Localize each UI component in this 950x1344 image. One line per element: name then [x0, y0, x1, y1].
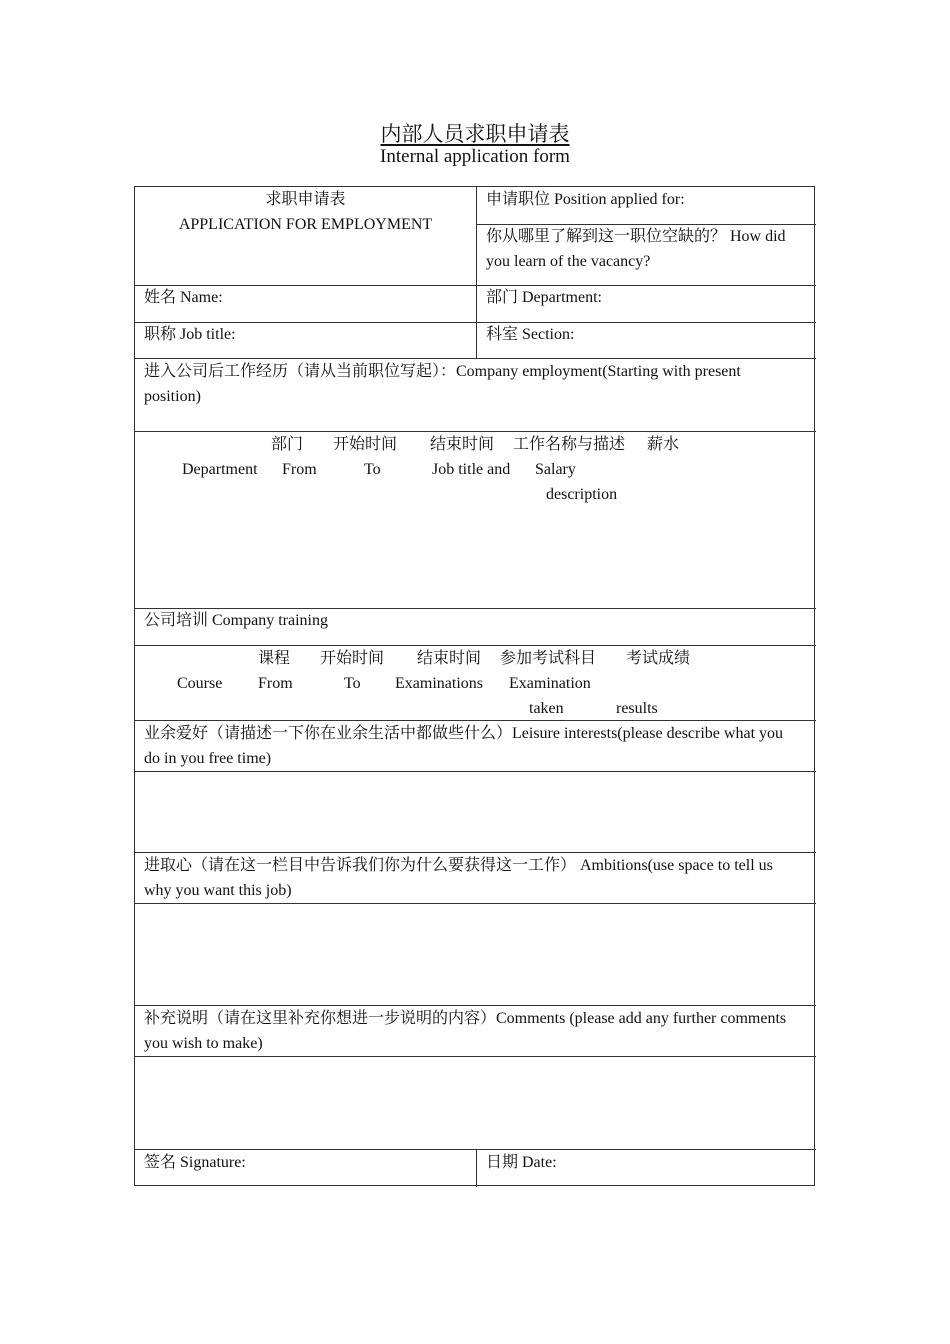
application-form [134, 186, 815, 1186]
form-header-cn: 求职申请表 [265, 191, 346, 208]
leisure-heading: 业余爱好（请描述一下你在业余生活中都做些什么）Leisure interests(please describe what you [144, 725, 784, 742]
col-course-en: Course [177, 675, 223, 692]
col-job-cn: 工作名称与描述 [513, 436, 626, 453]
col-result-en: Examination [509, 675, 591, 692]
department-field[interactable]: 部门 Department: [486, 289, 602, 306]
employment-heading-cont: position) [144, 388, 201, 405]
ambitions-answer-area[interactable] [135, 904, 816, 1005]
col-to-en: To [364, 461, 381, 478]
col-desc-en: description [546, 486, 618, 503]
divider [476, 187, 477, 358]
vacancy-source-field[interactable]: 你从哪里了解到这一职位空缺的？ How did [486, 228, 786, 245]
name-field[interactable]: 姓名 Name: [144, 289, 223, 306]
col-salary-en: Salary [535, 461, 576, 478]
divider [476, 1149, 477, 1187]
comments-heading: 补充说明（请在这里补充你想进一步说明的内容）Comments (please add any further comments [144, 1010, 787, 1027]
form-header-en: APPLICATION FOR EMPLOYMENT [178, 216, 433, 233]
ambitions-heading: 进取心（请在这一栏目中告诉我们你为什么要获得这一工作） Ambitions(use space to tell us [144, 857, 773, 874]
training-heading: 公司培训 Company training [144, 612, 328, 629]
comments-answer-area[interactable] [135, 1057, 816, 1149]
col-taken-en: taken [529, 700, 564, 717]
position-applied-field[interactable]: 申请职位 Position applied for: [486, 191, 685, 208]
col-results-en: results [616, 700, 658, 717]
col-exam-cn: 参加考试科目 [500, 650, 597, 667]
leisure-heading-cont: do in you free time) [144, 750, 272, 767]
page-title: 内部人员求职申请表 [380, 122, 570, 146]
col-train-to-cn: 结束时间 [417, 650, 482, 667]
signature-field[interactable]: 签名 Signature: [144, 1154, 246, 1171]
comments-heading-cont: you wish to make) [144, 1035, 263, 1052]
col-result-cn: 考试成绩 [626, 650, 691, 667]
date-field[interactable]: 日期 Date: [486, 1154, 557, 1171]
col-from-en: From [282, 461, 317, 478]
ambitions-heading-cont: why you want this job) [144, 882, 292, 899]
col-to-cn: 结束时间 [430, 436, 495, 453]
col-job-en: Job title and [432, 461, 511, 478]
leisure-answer-area[interactable] [135, 772, 816, 852]
page-subtitle: Internal application form [380, 146, 570, 167]
section-field[interactable]: 科室 Section: [486, 326, 575, 343]
col-train-from-cn: 开始时间 [320, 650, 385, 667]
col-from-cn: 开始时间 [333, 436, 398, 453]
col-exam-en: Examinations [395, 675, 483, 692]
col-dept-en: Department [182, 461, 258, 478]
col-dept-cn: 部门 [271, 436, 304, 453]
vacancy-source-field-cont: you learn of the vacancy? [486, 253, 651, 270]
col-salary-cn: 薪水 [647, 436, 680, 453]
col-train-from-en: From [258, 675, 293, 692]
col-course-cn: 课程 [258, 650, 291, 667]
job-title-field[interactable]: 职称 Job title: [144, 326, 236, 343]
employment-heading: 进入公司后工作经历（请从当前职位写起）：Company employment(Starting with present [144, 363, 741, 380]
col-train-to-en: To [344, 675, 361, 692]
